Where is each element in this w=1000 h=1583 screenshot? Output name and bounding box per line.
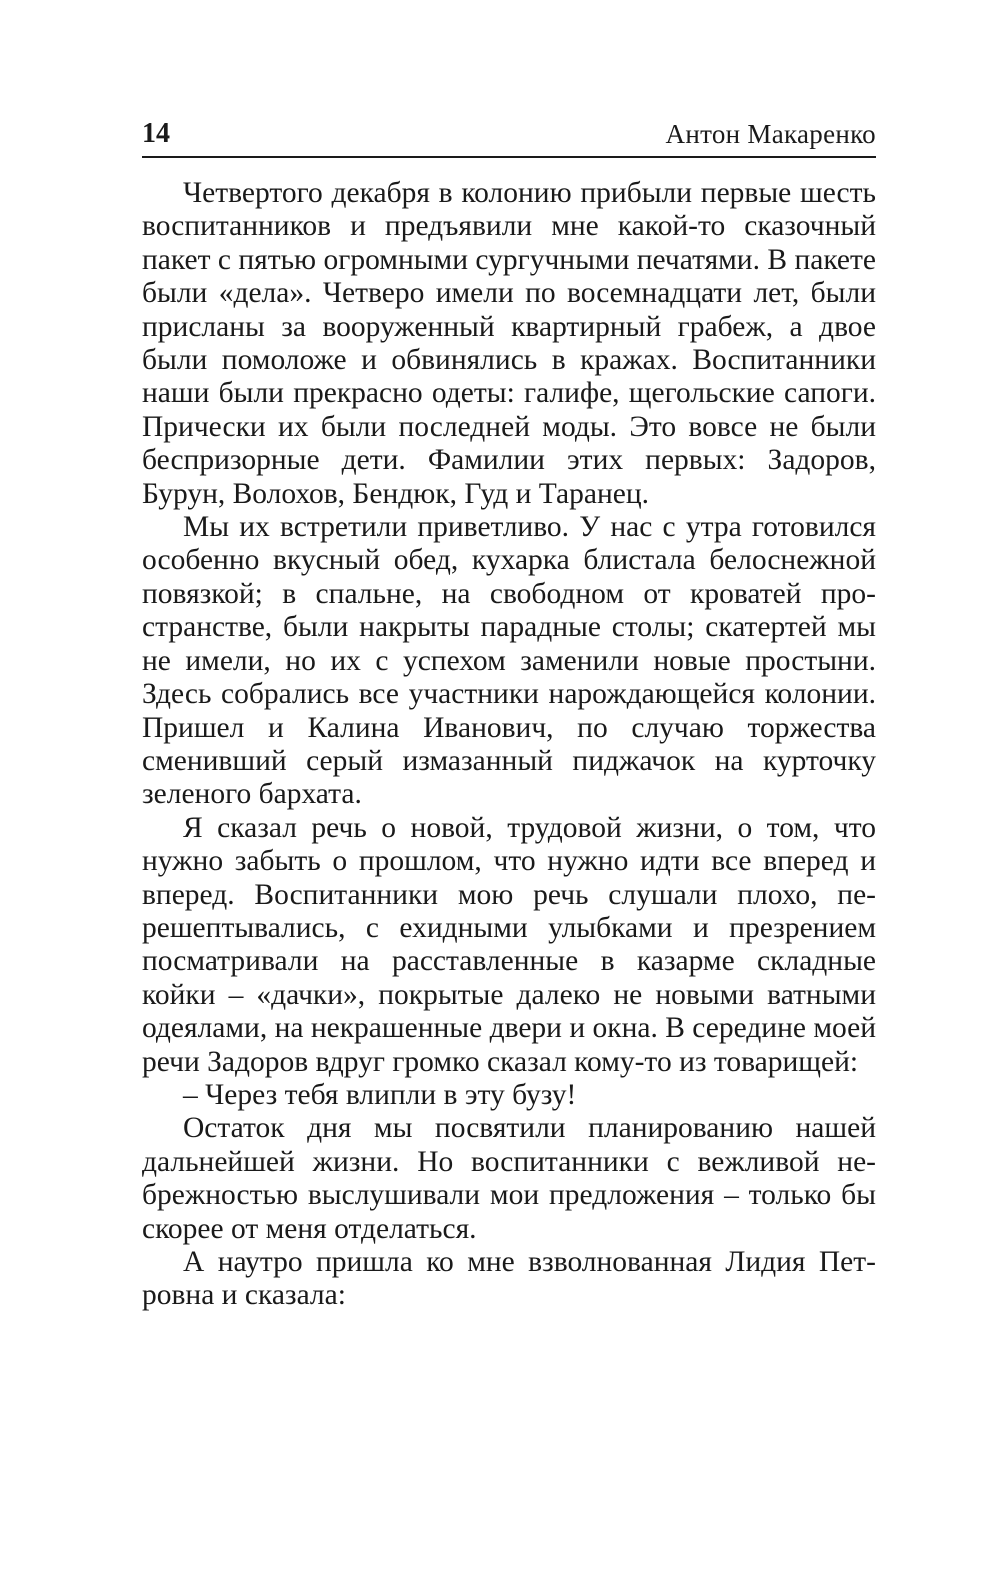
paragraph: Мы их встретили приветливо. У нас с утра готовился особенно вкусный обед, кухарка блистала белоснежной повязкой; в спальне, на свободном от кроватей пространстве, были накрыты парадные столы; скатертей мы не имели, но их с успехом заменили новые простыни. Здесь собрались все участники нарождающейся колонии. Пришел и Калина Иванович, по случаю торжества сменивший серый измазанный пиджачок на курточку зеленого бархата. (142, 511, 876, 811)
book-page (142, 112, 876, 1313)
paragraph: Четвертого декабря в колонию прибыли первые шесть воспитанников и предъявили мне какой-то сказочный пакет с пятью огромными сургучными печатями. В пакете были «дела». Четверо имели по восемнадцати лет, были присланы за вооруженный квартирный грабеж, а двое были помоложе и обвинялись в кражах. Воспитанники наши были прекрасно одеты: галифе, щегольские сапоги. Прически их были последней моды. Это вовсе не были беспризорные дети. Фамилии этих первых: Задоров, Бурун, Волохов, Бендюк, Гуд и Таранец. (142, 177, 876, 510)
dialogue-line: – Через тебя влипли в эту бузу! (183, 1078, 577, 1111)
running-title: Антон Макаренко (665, 119, 876, 149)
running-head (142, 112, 876, 158)
page-number: 14 (142, 118, 170, 149)
paragraph: Я сказал речь о новой, трудовой жизни, о том, что нужно забыть о прошлом, что нужно идти все вперед и вперед. Воспитанники мою речь слушали плохо, перешептывались, с ехидными улыбками и презрением посматривали на расставленные в казарме складные койки – «дачки», покрытые далеко не новыми ватными одеялами, на некрашенные двери и окна. В середине моей речи Задоров вдруг громко сказал кому-то из товарищей: (142, 811, 876, 1078)
body-text (142, 177, 876, 1313)
paragraph: Остаток дня мы посвятили планированию нашей дальнейшей жизни. Но воспитанники с вежливой небрежностью выслушивали мои предложения – только бы скорее от меня отделаться. (142, 1112, 876, 1245)
paragraph: А наутро пришла ко мне взволнованная Лидия Петровна и сказала: (142, 1246, 876, 1312)
